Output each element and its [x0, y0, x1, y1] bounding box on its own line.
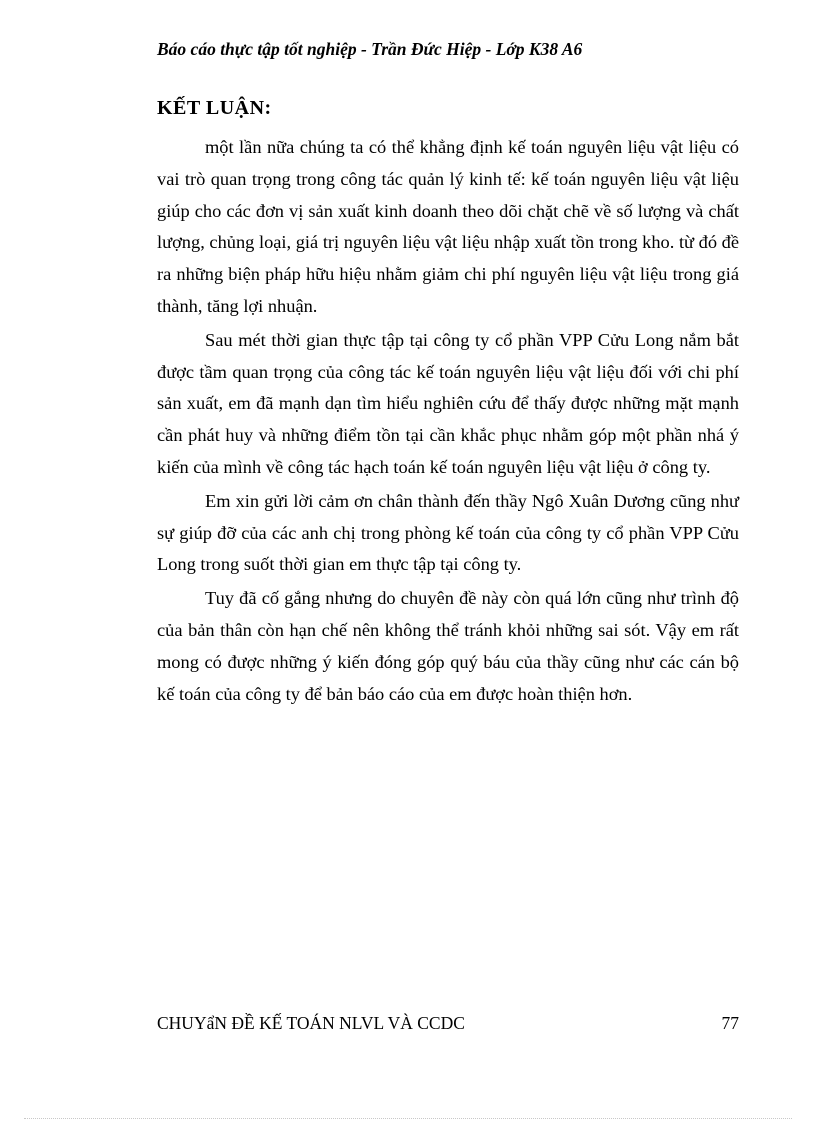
page-bottom-divider [24, 1118, 792, 1119]
page-number: 77 [721, 1013, 739, 1033]
footer-title: CHUYẩN ĐỀ KẾ TOÁN NLVL VÀ CCDC [157, 1013, 465, 1033]
body-text [157, 132, 739, 712]
paragraph: Em xin gửi lời cảm ơn chân thành đến thầy Ngô Xuân Dương cũng như sự giúp đỡ của các anh chị trong phòng kế toán của công ty cổ phần VPP Cửu Long trong suốt thời gian em thực tập tại công ty. [157, 490, 739, 575]
section-title: KẾT LUẬN: [157, 97, 272, 119]
paragraph: Sau mét thời gian thực tập tại công ty cổ phần VPP Cửu Long nắm bắt được tầm quan trọng của công tác kế toán nguyên liệu vật liệu đối với chi phí sản xuất, em đã mạnh dạn tìm hiểu nghiên cứu để thấy được những mặt mạnh cần phát huy và những điểm tồn tại cần khắc phục nhằm góp một phần nhá ý kiến của mình về công tác hạch toán kế toán nguyên liệu vật liệu ở công ty. [157, 329, 739, 477]
paragraph: một lần nữa chúng ta có thể khẳng định kế toán nguyên liệu vật liệu có vai trò quan trọng trong công tác quản lý kinh tế: kế toán nguyên liệu vật liệu giúp cho các đơn vị sản xuất kinh doanh theo dõi chặt chẽ về số lượng và chất lượng, chủng loại, giá trị nguyên liệu vật liệu nhập xuất tồn trong kho. từ đó đề ra những biện pháp hữu hiệu nhằm giảm chi phí nguyên liệu vật liệu trong giá thành, tăng lợi nhuận. [157, 137, 739, 316]
paragraph: Tuy đã cố gắng nhưng do chuyên đề này còn quá lớn cũng như trình độ của bản thân còn hạn chế nên không thể tránh khỏi những sai sót. Vậy em rất mong có được những ý kiến đóng góp quý báu của thầy cũng như các cán bộ kế toán của công ty để bản báo cáo của em được hoàn thiện hơn. [157, 588, 739, 704]
running-header: Báo cáo thực tập tốt nghiệp - Trần Đức Hiệp - Lớp K38 A6 [157, 39, 583, 59]
page-footer [157, 1012, 739, 1034]
